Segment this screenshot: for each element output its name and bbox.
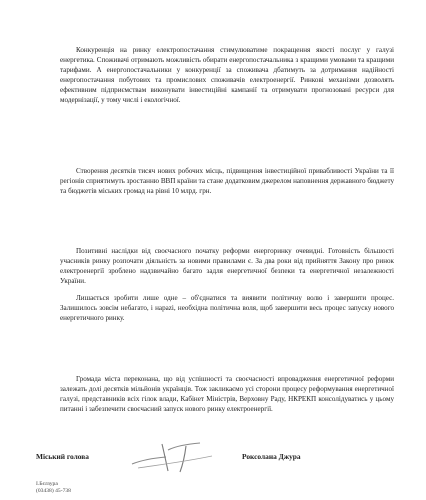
paragraph-1: Конкуренція на ринку електропостачання стимулюватиме покращення якості послуг у галузі енергетика. Споживачі отримають можливість обирати енергопостачальника з кращими умовами та кращими тарифами. А енергопостачальники у конкуренції за споживача дбатимуть за дотримання надійності енергопостачання побутових та промислових споживачів електроенергії. Ринкові механізми дозволять ефективним підприємствам виконувати інвестиційні кампанії та отримувати прогнозовані ресурси для модернізації, у тому числі і екологічної. [60,46,394,105]
signatory-title: Міський голова [36,452,89,461]
executor-name: І.Бєлзура [36,481,58,487]
paragraph-5: Громада міста переконана, що від успішності та своєчасності впровадження енергетичної реформи залежать долі десятків мільйонів українців. Тож закликаємо усі сторони процесу реформування енергетичної галузі, представників всіх гілок влади, Кабінет Міністрів, Верховну Раду, НКРЕКП консолідуватись у цьому питанні і забезпечити своєчасний запуск нового ринку електроенергії. [60,375,394,414]
paragraph-3: Позитивні наслідки від своєчасного початку реформи енергоринку очевидні. Готовність більшості учасників ринку розпочати діяльність за новими правилами є. За два роки від прийняття Закону про ринок електроенергії зроблено надзвичайно багато задля енергетичної безпеки та енергетичної незалежності України. [60,247,394,286]
executor-phone: (03438) 45-738 [36,488,71,494]
signatory-name: Роксолана Джура [242,452,301,461]
paragraph-2: Створення десятків тисяч нових робочих місць, підвищення інвестиційної привабливості України та її регіонів сприятимуть зростанню ВВП країни та стане додатковим джерелом наповнення державного бюджету та бюджетів міських громад на рівні 10 млрд. грн. [60,167,395,196]
paragraph-4: Лишається зробити лише одне – об'єднатися та виявити політичну волю і завершити процес. Залишилось зовсім небагато, і нарazі, необхідна політична воля, щоб завершити весь процес запуску нового енергетичного ринку. [60,294,394,323]
signature-row [36,452,396,466]
document-footer [36,481,71,495]
